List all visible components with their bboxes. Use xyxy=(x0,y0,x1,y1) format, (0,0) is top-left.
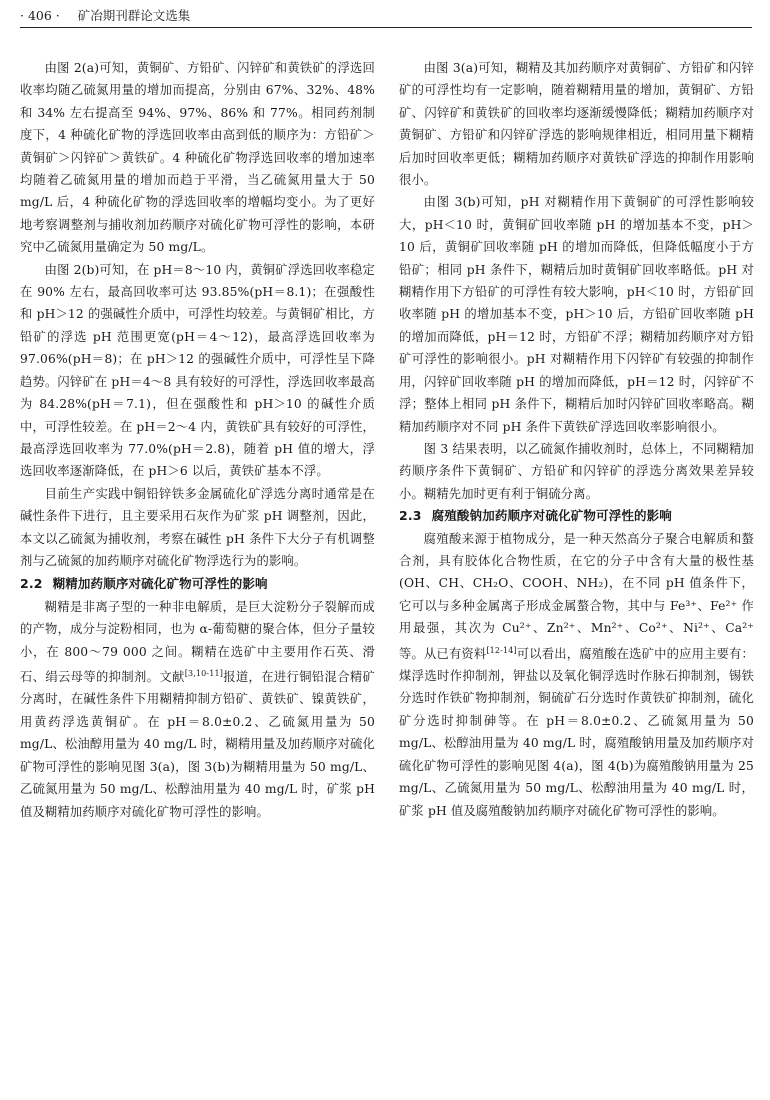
section-number: 2.2 xyxy=(20,576,43,592)
text-run: 腐殖酸来源于植物成分，是一种天然高分子聚合电解质和螯合剂，具有胶体化合物性质，在它的分子中含有大量的极性基(OH、CH、CH₂O、COOH、NH₂)，在不同 pH 值条件下，它可以与多种金属离子形成金属螯合物，其中与 Fe³⁺、Fe²⁺ 作用最强，其次为 Cu²⁺、Zn²⁺、Mn²⁺、Co²⁺、Ni²⁺、Ca²⁺ 等。从已有资料 xyxy=(399,531,754,661)
citation: [3,10-11] xyxy=(184,668,223,678)
paragraph xyxy=(20,596,375,823)
text-run: 报道，在进行铜铅混合精矿分离时，在碱性条件下用糊精抑制方铅矿、黄铁矿、镍黄铁矿，用黄药浮选黄铜矿。在 pH＝8.0±0.2、乙硫氮用量为 50 mg/L、松油醇用量为 40 mg/L 时，糊精用量及加药顺序对硫化矿物可浮性的影响见图 3(a)，图 3(b)为糊精用量为 50 mg/L、乙硫氮用量为 50 mg/L、松醇油用量为 40 mg/L 时，矿浆 pH 值及糊精加药顺序对硫化矿物可浮性的影响。 xyxy=(20,670,375,819)
header-rule xyxy=(20,27,752,28)
running-header xyxy=(20,6,752,26)
paragraph: 由图 2(a)可知，黄铜矿、方铅矿、闪锌矿和黄铁矿的浮选回收率均随乙硫氮用量的增加而提高，分别由 67%、32%、48% 和 34% 左右提高至 94%、97%、86% 和 77%。相同药剂制度下，4 种硫化矿物的浮选回收率由高到低的顺序为：方铅矿＞黄铜矿＞闪锌矿＞黄铁矿。4 种硫化矿物浮选回收率的增加速率均随着乙硫氮用量的增加而趋于平滑，当乙硫氮用量大于 50 mg/L 后，4 种硫化矿物的浮选回收率的增幅均变小。为了更好地考察调整剂与捕收剂加药顺序对硫化矿物可浮性的影响，本研究中乙硫氮用量确定为 50 mg/L。 xyxy=(20,61,375,255)
text-run: 糊精是非离子型的一种非电解质，是巨大淀粉分子裂解而成的产物，成分与淀粉相同，也为 α-葡萄糖的聚合体，但分子量较小，在 800～79 000 之间。糊精在选矿中主要用作石英、滑石、绢云母等的抑制剂。文献 xyxy=(20,599,375,685)
paragraph: 图 3 结果表明，以乙硫氮作捕收剂时，总体上，不同糊精加药顺序条件下黄铜矿、方铅矿和闪锌矿的浮选分离效果差异较小。糊精先加时更有利于铜硫分离。 xyxy=(399,441,754,501)
section-heading-2-3 xyxy=(399,505,754,527)
right-column xyxy=(399,57,754,822)
paragraph xyxy=(399,528,754,822)
section-number: 2.3 xyxy=(399,508,422,524)
section-title: 腐殖酸钠加药顺序对硫化矿物可浮性的影响 xyxy=(431,508,672,524)
text-run: 可以看出，腐殖酸在选矿中的应用主要有：煤浮选时作抑制剂，钾盐以及氧化铜浮选时作脉石抑制剂，锡铁分选时作铁矿物抑制剂，铜硫矿石分选时作黄铁矿抑制剂，硫化矿分选时抑制砷等。在 pH＝8.0±0.2、乙硫氮用量为 50 mg/L、松醇油用量为 40 mg/L 时，腐殖酸钠用量及加药顺序对硫化矿物可浮性的影响见图 4(a)，图 4(b)为腐殖酸钠用量为 25 mg/L、乙硫氮用量为 50 mg/L、松醇油用量为 40 mg/L 时，矿浆 pH 值及腐殖酸钠加药顺序对硫化矿物可浮性的影响。 xyxy=(399,646,754,818)
paragraph: 由图 3(a)可知，糊精及其加药顺序对黄铜矿、方铅矿和闪锌矿的可浮性均有一定影响，随着糊精用量的增加，黄铜矿、方铅矿、闪锌矿和黄铁矿的回收率均逐渐缓慢降低；糊精加药顺序对黄铜矿、方铅矿和闪锌矿浮选的影响规律相近，相同用量下糊精后加时回收率更低；糊精加药顺序对黄铁矿浮选的抑制作用影响很小。 xyxy=(399,61,754,188)
page-number: · 406 · xyxy=(20,8,60,23)
section-title: 糊精加药顺序对硫化矿物可浮性的影响 xyxy=(52,576,268,592)
citation: [12-14] xyxy=(486,645,517,655)
journal-title: 矿冶期刊群论文选集 xyxy=(77,8,191,23)
section-heading-2-2 xyxy=(20,573,375,595)
paragraph: 由图 2(b)可知，在 pH＝8～10 内，黄铜矿浮选回收率稳定在 90% 左右，最高回收率可达 93.85%(pH＝8.1)；在强酸性和 pH＞12 的强碱性介质中，可浮性均较差。与黄铜矿相比，方铅矿的浮选 pH 范围更宽(pH＝4～12)，最高浮选回收率为 97.06%(pH＝8)；在 pH＞12 的强碱性介质中，可浮性呈下降趋势。闪锌矿在 pH＝4～8 具有较好的可浮性，浮选回收率最高为 84.28%(pH＝7.1)，但在强酸性和 pH＞10 的碱性介质中，可浮性较差。在 pH＝2～4 内，黄铁矿具有较好的可浮性，最高浮选回收率为 77.0%(pH＝2.8)，随着 pH 值的增大，浮选回收率逐渐降低，在 pH＞6 以后，黄铁矿基本不浮。 xyxy=(20,262,375,479)
left-column xyxy=(20,57,375,823)
paragraph: 由图 3(b)可知，pH 对糊精作用下黄铜矿的可浮性影响较大，pH＜10 时，黄铜矿回收率随 pH 的增加基本不变，pH＞10 后，黄铜矿回收率随 pH 的增加而降低，但降低幅度小于方铅矿；相同 pH 条件下，糊精后加时黄铜矿回收率略低。pH 对糊精作用下方铅矿的可浮性有较大影响，pH＜10 时，方铅矿回收率随 pH 的增加基本不变，pH＞10 后，方铅矿回收率随 pH 的增加而降低，pH＝12 时，方铅矿不浮；糊精加药顺序对方铅矿可浮性的影响很小。pH 对糊精作用下闪锌矿有较强的抑制作用，闪锌矿回收率随 pH 的增加而降低，pH＝12 时，闪锌矿不浮；整体上相同 pH 条件下，糊精后加时闪锌矿回收率略高。糊精加药顺序对不同 pH 条件下黄铁矿浮选回收率影响很小。 xyxy=(399,195,754,434)
paragraph: 目前生产实践中铜铅锌铁多金属硫化矿浮选分离时通常是在碱性条件下进行，且主要采用石灰作为矿浆 pH 调整剂，因此，本文以乙硫氮为捕收剂，考察在碱性 pH 条件下大分子有机调整剂与乙硫氮的加药顺序对硫化矿物浮选行为的影响。 xyxy=(20,486,375,568)
